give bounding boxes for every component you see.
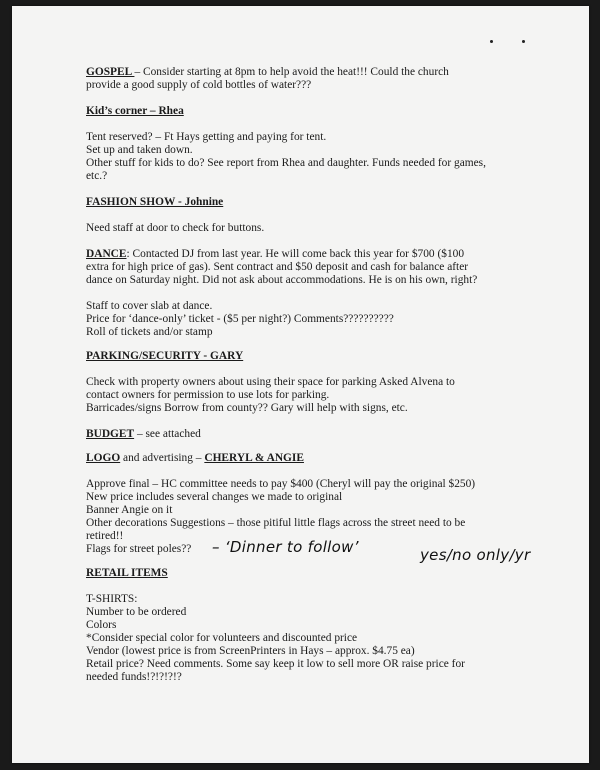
retail-line-5: Vendor (lowest price is from ScreenPrinters in Hays – approx. $4.75 ea) <box>86 645 415 657</box>
dance-heading: DANCE <box>86 248 127 260</box>
budget-heading: BUDGET <box>86 428 135 440</box>
dance-text: : Contacted DJ from last year. He will come back this year for $700 ($100 extra for high price of gas). Sent contract and $50 deposit and cash for balance after dance on Saturday night. Did not ask about accommodations. He is on his own, right? <box>86 248 478 286</box>
logo-heading: LOGO <box>86 452 121 464</box>
retail-line-1: T-SHIRTS: <box>86 593 138 605</box>
handwritten-note-yes-no: yes/no only/yr <box>420 546 531 564</box>
kids-line-2: Set up and taken down. <box>86 144 193 156</box>
logo-mid: and advertising – <box>120 452 205 464</box>
logo-line-2: New price includes several changes we made to original <box>86 491 343 503</box>
gospel-section <box>86 66 486 92</box>
parking-line-1: Check with property owners about using their space for parking Asked Alvena to contact owners for permission to use lots for parking. <box>86 376 455 401</box>
kids-heading-text: Kid’s corner – Rhea <box>86 105 184 117</box>
logo-line-4: Other decorations Suggestions – those pitiful little flags across the street need to be retired!! <box>86 517 466 542</box>
logo-line-5: Flags for street poles?? <box>86 543 192 555</box>
retail-heading <box>86 567 486 580</box>
retail-heading-text: RETAIL ITEMS <box>86 567 168 579</box>
retail-line-6: Retail price? Need comments. Some say keep it low to sell more OR raise price for needed funds!?!?!?!? <box>86 658 465 683</box>
dance-line-2: Price for ‘dance-only’ ticket - ($5 per night?) Comments?????????? <box>86 313 394 325</box>
kids-line-3: Other stuff for kids to do? See report from Rhea and daughter. Funds needed for games, etc.? <box>86 157 486 182</box>
retail-line-2: Number to be ordered <box>86 606 187 618</box>
fashion-line-1: Need staff at door to check for buttons. <box>86 222 265 234</box>
dance-section <box>86 248 486 287</box>
parking-heading-text: PARKING/SECURITY - GARY <box>86 350 244 362</box>
logo-line-3: Banner Angie on it <box>86 504 173 516</box>
dance-line-3: Roll of tickets and/or stamp <box>86 326 213 338</box>
retail-line-4: *Consider special color for volunteers and discounted price <box>86 632 358 644</box>
gospel-heading: GOSPEL <box>86 66 135 78</box>
parking-line-2: Barricades/signs Borrow from county?? Gary will help with signs, etc. <box>86 402 408 414</box>
logo-heading-2: CHERYL & ANGIE <box>204 452 304 464</box>
handwritten-note-dinner: – ‘Dinner to follow’ <box>212 538 359 556</box>
parking-heading <box>86 350 486 363</box>
dance-line-1: Staff to cover slab at dance. <box>86 300 213 312</box>
retail-line-3: Colors <box>86 619 117 631</box>
corner-mark <box>522 40 525 43</box>
budget-section <box>86 428 486 441</box>
budget-text: – see attached <box>134 428 201 440</box>
kids-line-1: Tent reserved? – Ft Hays getting and paying for tent. <box>86 131 327 143</box>
kids-heading <box>86 105 486 118</box>
gospel-text: – Consider starting at 8pm to help avoid the heat!!! Could the church provide a good supply of cold bottles of water??? <box>86 66 449 91</box>
fashion-heading-text: FASHION SHOW - Johnine <box>86 196 224 208</box>
logo-line-1: Approve final – HC committee needs to pay $400 (Cheryl will pay the original $250) <box>86 478 476 490</box>
fashion-heading <box>86 196 486 209</box>
logo-section <box>86 452 486 465</box>
corner-mark <box>490 40 493 43</box>
document-body <box>86 66 486 684</box>
